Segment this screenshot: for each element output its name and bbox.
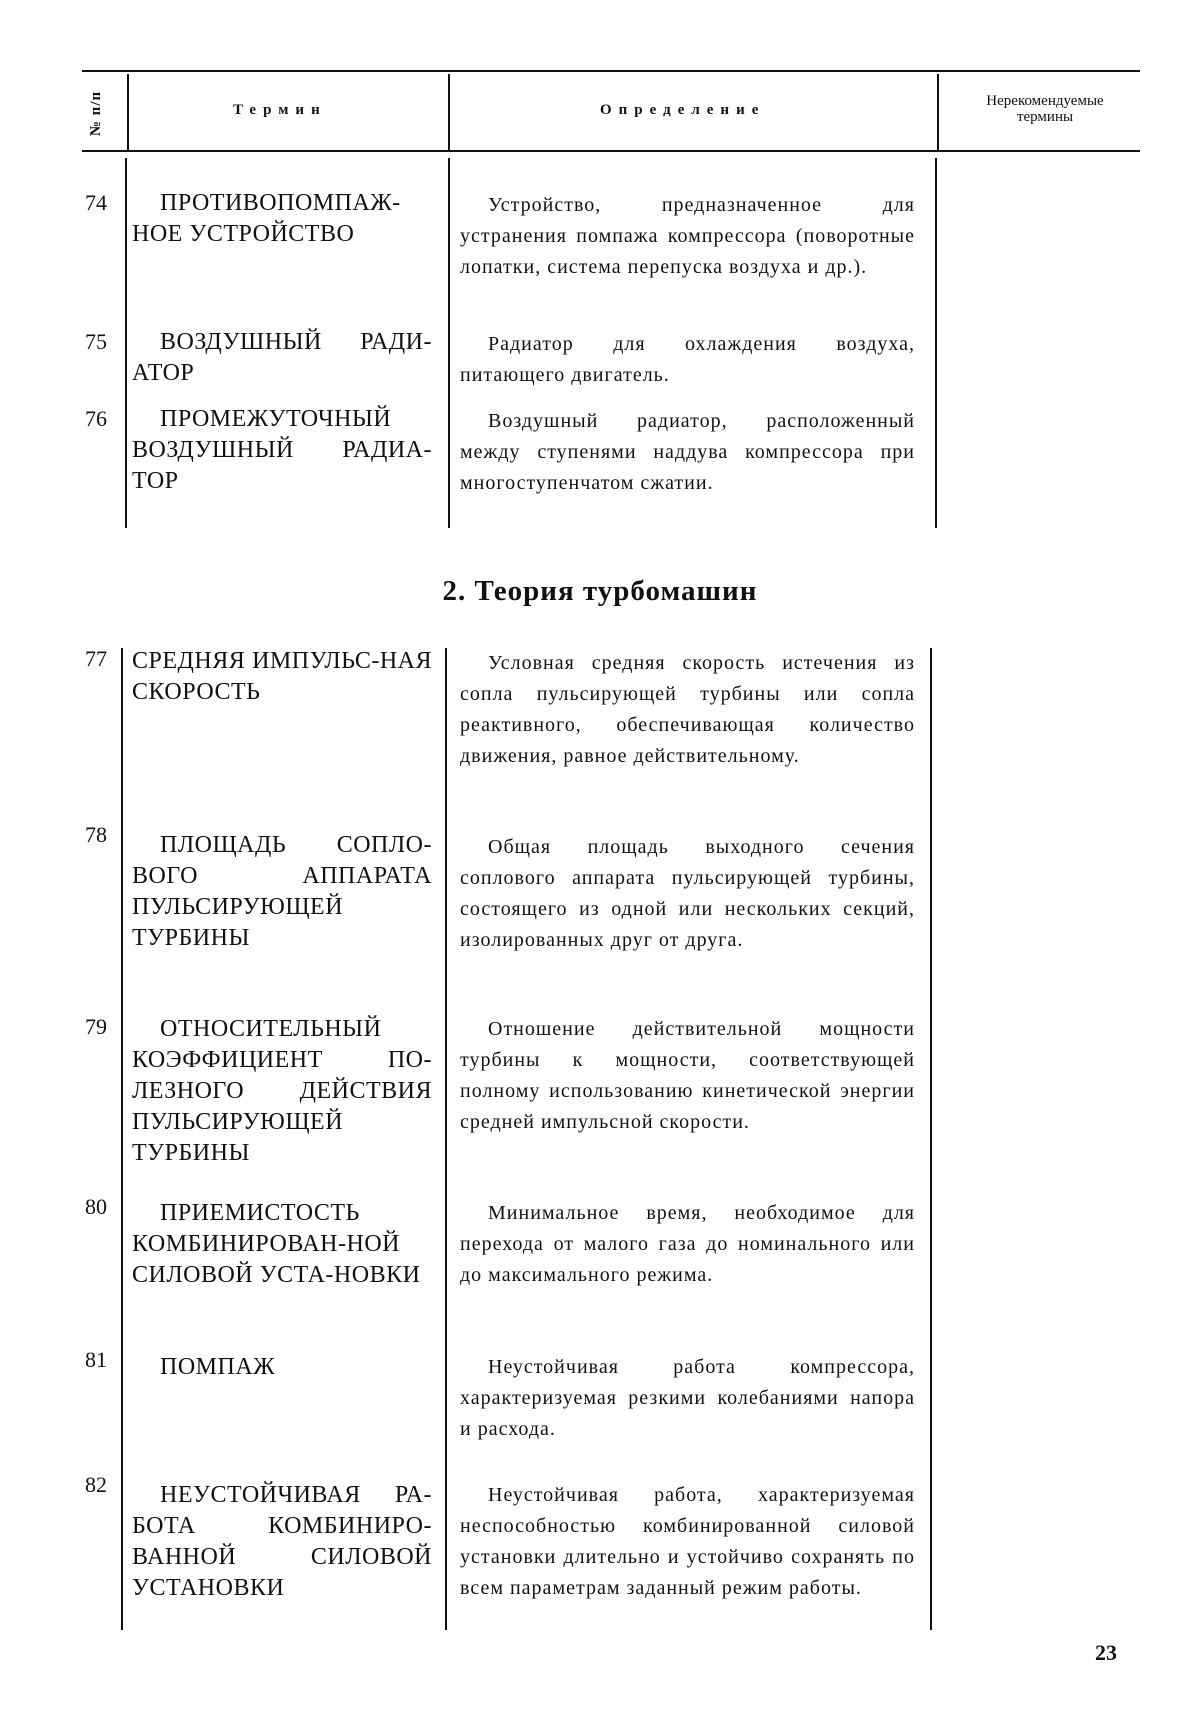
entry-definition: Воздушный радиатор, расположенный между ступенями наддува компрессора при многоступенчатом сжатии. (460, 406, 915, 499)
entry-definition: Условная средняя скорость истечения из сопла пульсирующей турбины или сопла реактивного, обеспечивающая количество движения, равное действительному. (460, 648, 915, 772)
top-table-divider-1 (125, 158, 127, 528)
entry-number: 81 (78, 1347, 114, 1373)
header-divider-3 (937, 74, 939, 150)
entry-definition: Минимальное время, необходимое для перехода от малого газа до номинального или до максимального режима. (460, 1198, 915, 1291)
entry-definition: Неустойчивая работа компрессора, характеризуемая резкими колебаниями напора и расхода. (460, 1352, 915, 1445)
entry-definition: Отношение действительной мощности турбины к мощности, соответствующей полному использованию кинетической энергии средней импульсной скорости. (460, 1014, 915, 1138)
entry-term: ПРОТИВОПОМПАЖ-НОЕ УСТРОЙСТВО (132, 188, 432, 250)
page-number: 23 (1095, 1640, 1117, 1666)
top-table-divider-2 (448, 158, 450, 528)
entry-definition: Неустойчивая работа, характеризуемая неспособностью комбинированной силовой установки длительно и устойчиво сохранять по всем параметрам заданный режим работы. (460, 1480, 915, 1604)
bottom-table-divider-1 (121, 648, 123, 1630)
entry-number: 76 (78, 406, 114, 432)
entry-term: ПРОМЕЖУТОЧНЫЙ ВОЗДУШНЫЙ РАДИА-ТОР (132, 404, 432, 497)
entry-number: 82 (78, 1472, 114, 1498)
entry-number: 75 (78, 329, 114, 355)
entry-definition: Общая площадь выходного сечения соплового аппарата пульсирующей турбины, состоящего из одной или нескольких секций, изолированных друг от друга. (460, 832, 915, 956)
header-not-recommended-line2: термины (950, 110, 1140, 125)
header-divider-1 (127, 74, 129, 150)
header-terms-label: Термин (233, 102, 327, 119)
header-top-rule (82, 70, 1140, 72)
entry-term: ВОЗДУШНЫЙ РАДИ-АТОР (132, 327, 432, 389)
header-divider-2 (448, 74, 450, 150)
header-bottom-rule (82, 150, 1140, 152)
entry-term: НЕУСТОЙЧИВАЯ РА-БОТА КОМБИНИРО-ВАННОЙ СИЛОВОЙ УСТАНОВКИ (132, 1480, 432, 1604)
entry-number: 77 (78, 646, 114, 672)
entry-number: 78 (78, 822, 114, 848)
section-title: 2. Теория турбомашин (0, 575, 1200, 608)
entry-term: ОТНОСИТЕЛЬНЫЙ КОЭФФИЦИЕНТ ПО-ЛЕЗНОГО ДЕЙСТВИЯ ПУЛЬСИРУЮЩЕЙ ТУРБИНЫ (132, 1014, 432, 1169)
header-definition-label: Определение (600, 102, 765, 119)
header-number-label: № п/п (89, 90, 106, 135)
entry-term: ПЛОЩАДЬ СОПЛО-ВОГО АППАРАТА ПУЛЬСИРУЮЩЕЙ ТУРБИНЫ (132, 830, 432, 954)
header-number-column (82, 78, 112, 148)
top-table-divider-3 (935, 158, 937, 528)
entry-term: ПОМПАЖ (132, 1352, 432, 1383)
entry-term: СРЕДНЯЯ ИМПУЛЬС-НАЯ СКОРОСТЬ (132, 646, 432, 708)
entry-definition: Радиатор для охлаждения воздуха, питающего двигатель. (460, 329, 915, 391)
bottom-table-divider-3 (930, 648, 932, 1630)
entry-number: 74 (78, 190, 114, 216)
entry-definition: Устройство, предназначенное для устранения помпажа компрессора (поворотные лопатки, система перепуска воздуха и др.). (460, 190, 915, 283)
entry-term: ПРИЕМИСТОСТЬ КОМБИНИРОВАН-НОЙ СИЛОВОЙ УСТА-НОВКИ (132, 1198, 432, 1291)
entry-number: 80 (78, 1194, 114, 1220)
header-not-recommended-line1: Нерекомендуемые (950, 94, 1140, 109)
entry-number: 79 (78, 1014, 114, 1040)
bottom-table-divider-2 (445, 648, 447, 1630)
